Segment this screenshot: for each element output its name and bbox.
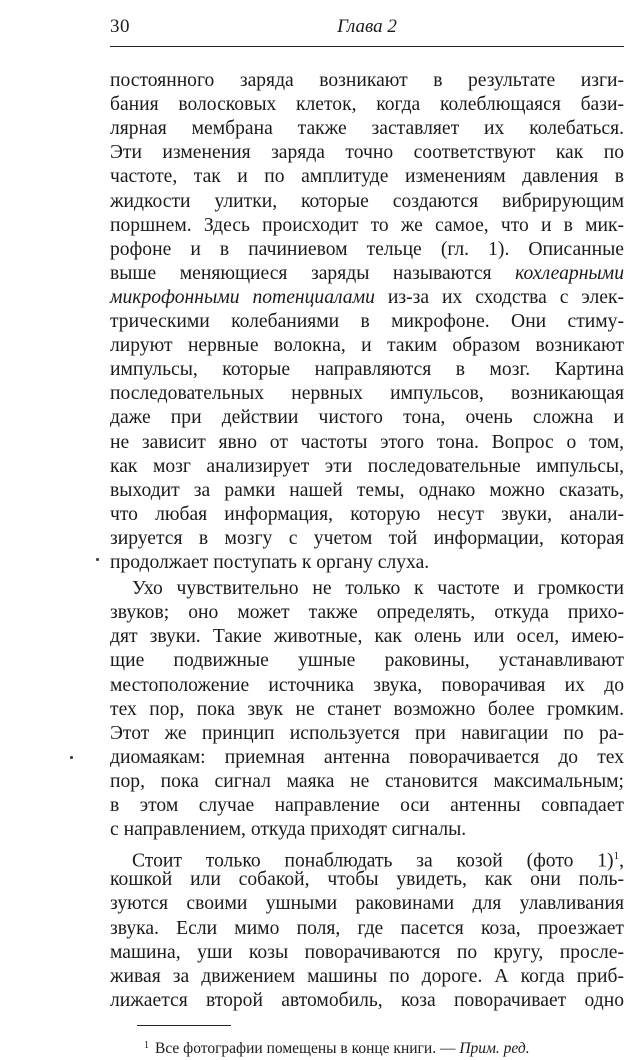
text-line: [110, 262, 624, 286]
text-line: дят звуки. Такие животные, как олень или осел, имею-: [110, 626, 624, 648]
text-line: поршнем. Здесь происходит то же самое, что и в мик-: [110, 214, 624, 236]
text-line: даже при действии чистого тона, очень сложна и: [110, 407, 624, 429]
text-run: ,: [619, 850, 624, 872]
text-run: выше меняющиеся заряды называются: [110, 262, 516, 284]
term-italic: микрофонными потенциалами: [110, 286, 375, 308]
text-line: звука. Если мимо поля, где пасется коза, проезжает: [110, 917, 624, 939]
footnote-text: Все фотографии помещены в конце книги. —: [155, 1039, 460, 1057]
text-line: живая за движением машины по дороге. А когда приб-: [110, 965, 624, 987]
margin-mark: [96, 558, 99, 561]
text-line: зуются своими ушными раковинами для улавливания: [110, 893, 624, 915]
footnote-rule: [137, 1025, 231, 1026]
text-line: диомаякам: приемная антенна поворачивается до тех: [110, 746, 624, 768]
text-line: жидкости улитки, которые создаются вибрирующим: [110, 190, 624, 212]
margin-mark: [70, 756, 73, 759]
page-header: [110, 16, 624, 42]
text-line: [110, 844, 624, 872]
text-line: частоте, так и по амплитуде изменениям давления в: [110, 166, 624, 188]
text-line: выходит за рамки нашей темы, однако можно сказать,: [110, 479, 624, 501]
footnote-ref: 1: [613, 850, 620, 863]
text-line: зируется в мозгу с учетом той информации, которая: [110, 527, 624, 549]
text-line: лярная мембрана также заставляет их колебаться.: [110, 118, 624, 140]
text-run: Стоит только понаблюдать за козой (фото 1): [132, 850, 614, 872]
text-line: местоположение источника звука, поворачивая их до: [110, 674, 624, 696]
text-run: из-за их сходства с элек-: [374, 286, 624, 308]
page-number: 30: [110, 16, 130, 37]
text-line: кошкой или собакой, чтобы увидеть, как они поль-: [110, 869, 624, 891]
text-line: Эти изменения заряда точно соответствуют как по: [110, 142, 624, 164]
text-line: машина, уши козы поворачиваются по кругу, просле-: [110, 941, 624, 963]
text-line: импульсы, которые направляются в мозг. Картина: [110, 359, 624, 381]
text-line: не зависит явно от частоты этого тона. Вопрос о том,: [110, 431, 624, 453]
text-line: бания волосковых клеток, когда колеблющаяся бази-: [110, 94, 624, 116]
text-line: пор, пока сигнал маяка не становится максимальным;: [110, 770, 624, 792]
term-italic: кохлеарными: [515, 262, 624, 284]
text-line: лируют нервные волокна, и таким образом возникают: [110, 335, 624, 357]
text-line: в этом случае направление оси антенны совпадает: [110, 795, 624, 816]
running-head: Глава 2: [337, 16, 397, 37]
text-line: что любая информация, которую несут звуки, анали-: [110, 503, 624, 525]
footnote: [144, 1035, 604, 1057]
footnote-attribution: Прим. ред.: [459, 1039, 530, 1057]
text-line: как мозг анализирует эти последовательные импульсы,: [110, 455, 624, 477]
text-line: продолжает поступать к органу слуха.: [110, 552, 430, 573]
text-line: рофоне и в пачиниевом тельце (гл. 1). Описанные: [110, 238, 624, 260]
header-rule: [110, 46, 624, 47]
text-line: последовательных нервных импульсов, возникающая: [110, 383, 624, 405]
text-line: звуков; оно может также определять, откуда прихо-: [110, 602, 624, 624]
text-line: [110, 286, 624, 310]
text-line: Этот же принцип используется при навигации по ра-: [110, 722, 624, 744]
text-line: лижается второй автомобиль, коза поворачивает одно: [110, 989, 624, 1011]
text-line: Ухо чувствительно не только к частоте и громкости: [132, 578, 624, 600]
text-line: с направлением, откуда приходят сигналы.: [110, 819, 467, 841]
footnote-marker: 1: [144, 1039, 149, 1051]
text-line: тех пор, пока звук не станет возможно более громким.: [110, 698, 624, 720]
text-line: трическими колебаниями в микрофоне. Они стиму-: [110, 311, 624, 332]
text-line: постоянного заряда возникают в результате изги-: [110, 70, 624, 91]
text-line: щие подвижные ушные раковины, устанавливают: [110, 650, 624, 672]
